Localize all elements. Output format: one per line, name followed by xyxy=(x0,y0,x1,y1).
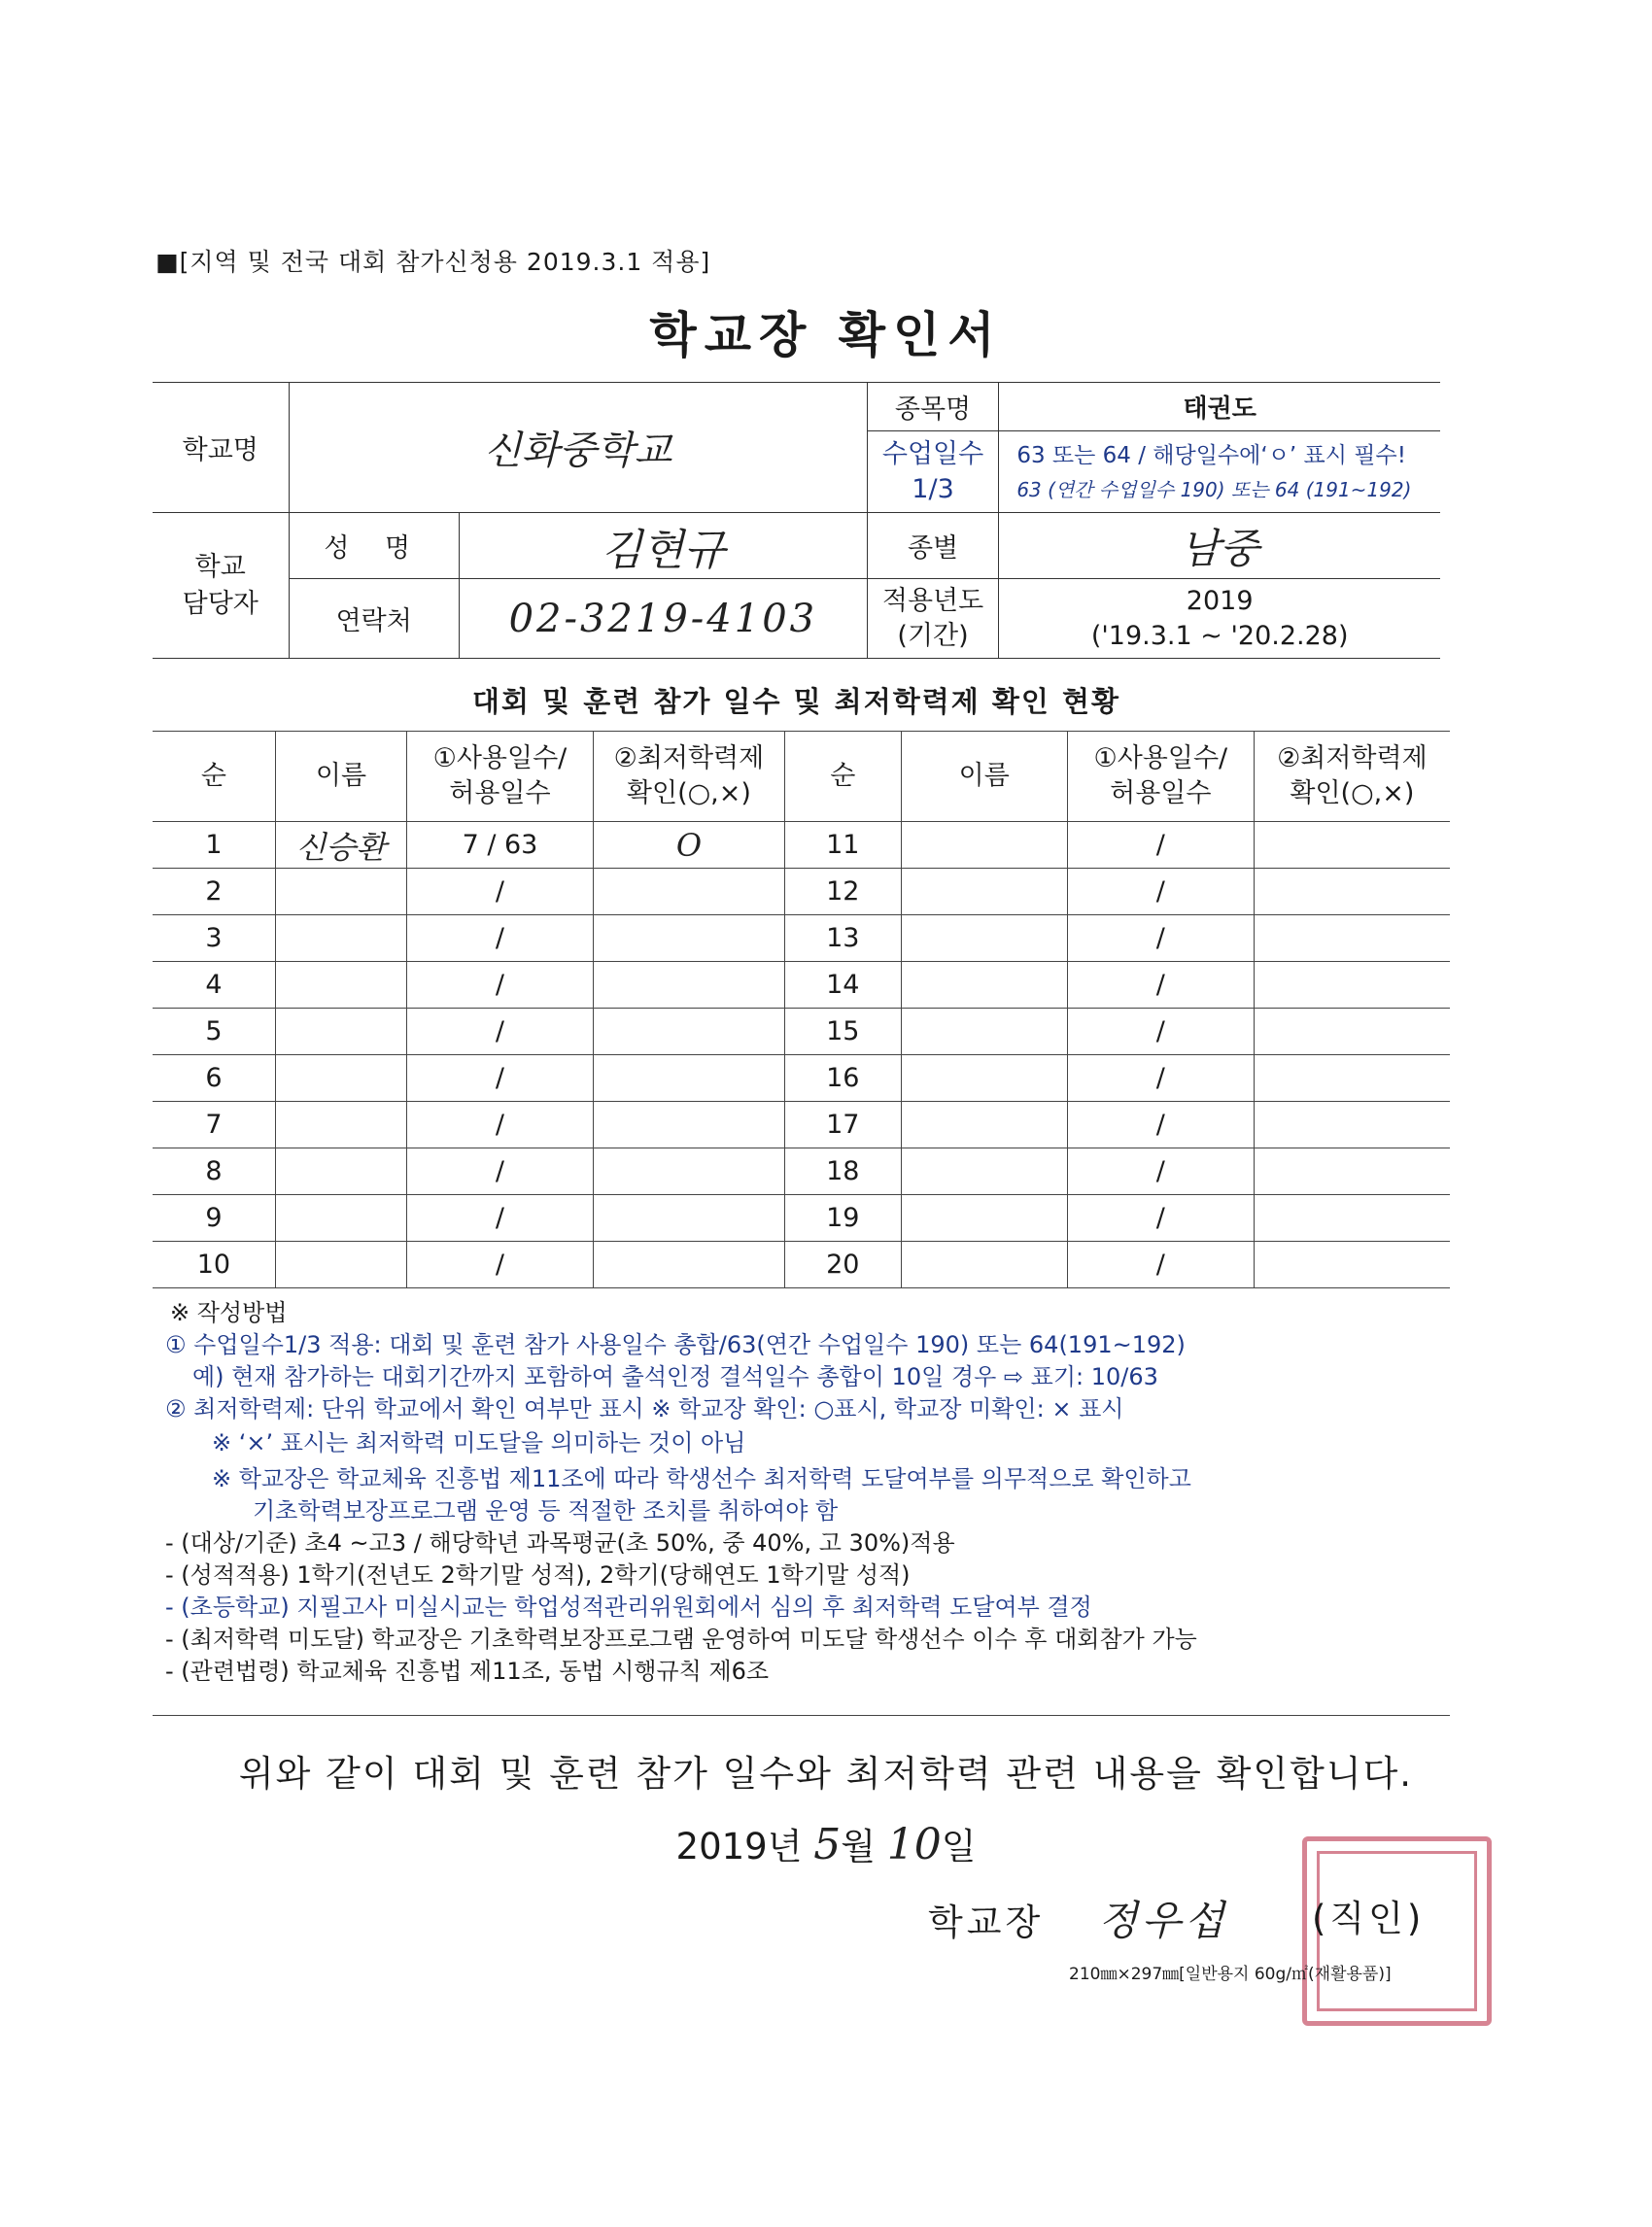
year-label-line1: 적용년도 xyxy=(881,585,984,616)
row-used-days xyxy=(1067,1102,1254,1148)
detail-5: - (관련법령) 학교체육 진흥법 제11조, 동법 시행규칙 제6조 xyxy=(165,1658,770,1685)
year-value xyxy=(999,579,1440,659)
row-min-check xyxy=(593,1242,784,1288)
seal-label: (직인) xyxy=(1312,1898,1426,1939)
row-min-check xyxy=(593,915,784,962)
row-no-text: 10 xyxy=(196,1250,231,1280)
row-used-days xyxy=(407,1055,594,1102)
row-used-days-text: / xyxy=(495,923,505,953)
col-no-right: 순 xyxy=(784,732,901,822)
row-no xyxy=(784,822,901,869)
row-used-days xyxy=(1067,822,1254,869)
col-min-academic-right xyxy=(1254,732,1450,822)
row-min-check xyxy=(1254,869,1450,915)
row-no-text: 12 xyxy=(826,876,860,907)
row-used-days xyxy=(407,1242,594,1288)
row-used-days-text: / xyxy=(1155,1110,1165,1140)
row-used-days-text: / xyxy=(495,1063,505,1093)
row-name xyxy=(901,1055,1067,1102)
col-no: 순 xyxy=(153,732,275,822)
row-no xyxy=(784,1148,901,1195)
row-used-days xyxy=(1067,915,1254,962)
row-no xyxy=(784,1055,901,1102)
year-period: ('19.3.1 ~ '20.2.28) xyxy=(1090,620,1349,651)
principal-signature-line xyxy=(928,1889,1228,1947)
row-no-text: 15 xyxy=(826,1016,860,1046)
row-no-text: 13 xyxy=(826,923,860,953)
row-min-check xyxy=(1254,1195,1450,1242)
row-used-days-text: / xyxy=(1155,1250,1165,1280)
participation-table xyxy=(153,731,1450,1288)
row-used-days xyxy=(407,962,594,1009)
row-no xyxy=(153,1195,275,1242)
table-body xyxy=(153,822,1450,1288)
row-no xyxy=(153,822,275,869)
row-no-text: 3 xyxy=(205,923,223,953)
table-row xyxy=(153,1242,1450,1288)
row-used-days xyxy=(407,869,594,915)
sport-value: 태권도 xyxy=(999,383,1440,431)
col-name-right: 이름 xyxy=(901,732,1067,822)
days-label xyxy=(867,431,999,513)
row-no xyxy=(153,962,275,1009)
row-min-check xyxy=(593,869,784,915)
row-min-check-text: O xyxy=(675,826,703,864)
row-name xyxy=(275,1055,406,1102)
row-used-days-text: / xyxy=(495,1203,505,1233)
row-min-check xyxy=(1254,962,1450,1009)
row-used-days-text: / xyxy=(1155,970,1165,1000)
date-month-unit: 월 xyxy=(841,1826,876,1867)
row-name xyxy=(275,1242,406,1288)
manager-label-line2: 담당자 xyxy=(182,588,258,619)
contact-label: 연락처 xyxy=(289,579,459,659)
row-min-check xyxy=(593,1009,784,1055)
row-name xyxy=(275,869,406,915)
row-min-check xyxy=(1254,822,1450,869)
row-no-text: 2 xyxy=(205,876,223,907)
info-table xyxy=(153,382,1440,659)
table-row xyxy=(153,1009,1450,1055)
principal-label: 학교장 xyxy=(928,1902,1045,1943)
table-row xyxy=(153,962,1450,1009)
row-no xyxy=(153,869,275,915)
row-no xyxy=(784,869,901,915)
row-name xyxy=(275,822,406,869)
principal-signature: 정우섭 xyxy=(1098,1897,1228,1944)
form-type-tag: ■[지역 및 전국 대회 참가신청용 2019.3.1 적용] xyxy=(155,248,711,276)
year-label xyxy=(867,579,999,659)
row-no xyxy=(153,1242,275,1288)
row-name xyxy=(901,1148,1067,1195)
days-note xyxy=(999,431,1440,513)
row-no-text: 7 xyxy=(205,1110,223,1140)
name-value-handwritten: 김현규 xyxy=(601,525,726,575)
row-no-text: 4 xyxy=(205,970,223,1000)
notes-divider xyxy=(153,1715,1450,1716)
detail-3: - (초등학교) 지필고사 미실시교는 학업성적관리위원회에서 심의 후 최저학력 도달여부 결정 xyxy=(165,1593,1092,1621)
section-title: 대회 및 훈련 참가 일수 및 최저학력제 확인 현황 xyxy=(471,685,1121,718)
year-label-line2: (기간) xyxy=(897,620,969,651)
row-used-days-text: / xyxy=(1155,876,1165,907)
days-note-line2: 63 (연간 수업일수 190) 또는 64 (191~192) xyxy=(1016,477,1412,501)
date-day-unit: 일 xyxy=(941,1826,977,1867)
col-min-academic xyxy=(593,732,784,822)
row-name xyxy=(901,1195,1067,1242)
year-value-number: 2019 xyxy=(1186,585,1254,616)
row-used-days-text: / xyxy=(495,876,505,907)
row-used-days-text: / xyxy=(1155,1063,1165,1093)
row-name xyxy=(275,1009,406,1055)
row-used-days xyxy=(1067,1242,1254,1288)
row-no-text: 19 xyxy=(826,1203,860,1233)
page-title: 학교장 확인서 xyxy=(649,307,1003,363)
row-used-days xyxy=(1067,1055,1254,1102)
row-no-text: 20 xyxy=(826,1250,860,1280)
row-no xyxy=(784,1102,901,1148)
row-used-days-text: / xyxy=(495,1156,505,1186)
row-used-days xyxy=(407,1102,594,1148)
name-value xyxy=(459,513,867,579)
col-used-days-right-line2: 허용일수 xyxy=(1110,778,1212,808)
col-used-days xyxy=(407,732,594,822)
instructions xyxy=(165,1297,1467,1688)
row-min-check xyxy=(593,1195,784,1242)
col-used-days-line1: ①사용일수/ xyxy=(432,743,568,773)
row-used-days xyxy=(407,1148,594,1195)
row-no-text: 11 xyxy=(826,830,860,860)
row-min-check xyxy=(1254,1102,1450,1148)
row-no-text: 1 xyxy=(205,830,223,860)
note-2c: 기초학력보장프로그램 운영 등 적절한 조치를 취하여야 함 xyxy=(253,1497,839,1525)
note-1-example: 예) 현재 참가하는 대회기간까지 포함하여 출석인정 결석일수 총합이 10일 경우 ⇨ 표기: 10/63 xyxy=(192,1363,1158,1390)
contact-value-handwritten: 02-3219-4103 xyxy=(508,596,818,641)
row-no-text: 18 xyxy=(826,1156,860,1186)
col-min-academic-right-line2: 확인(○,×) xyxy=(1290,778,1415,808)
row-min-check xyxy=(1254,1148,1450,1195)
date-month: 5 xyxy=(813,1820,842,1869)
row-name xyxy=(901,869,1067,915)
detail-2: - (성적적용) 1학기(전년도 2학기말 성적), 2학기(당해연도 1학기말 성적) xyxy=(165,1561,911,1589)
days-label-line2: 1/3 xyxy=(912,473,954,504)
row-no-text: 16 xyxy=(826,1063,860,1093)
days-label-line1: 수업일수 xyxy=(881,438,984,469)
row-no xyxy=(784,1195,901,1242)
detail-4: - (최저학력 미도달) 학교장은 기초학력보장프로그램 운영하여 미도달 학생선수 이수 후 대회참가 가능 xyxy=(165,1626,1197,1653)
row-used-days-text: / xyxy=(1155,1016,1165,1046)
row-no-text: 9 xyxy=(205,1203,223,1233)
row-used-days-text: / xyxy=(495,1016,505,1046)
row-used-days-text: / xyxy=(495,1250,505,1280)
school-value-handwritten: 신화중학교 xyxy=(484,428,672,473)
table-row xyxy=(153,1102,1450,1148)
row-min-check xyxy=(593,1102,784,1148)
date-day: 10 xyxy=(886,1820,942,1869)
notes-heading: ※ 작성방법 xyxy=(170,1299,288,1326)
row-min-check xyxy=(1254,1055,1450,1102)
row-used-days xyxy=(1067,1148,1254,1195)
row-used-days-text: / xyxy=(1155,1156,1165,1186)
row-name xyxy=(901,822,1067,869)
row-no xyxy=(153,1055,275,1102)
row-min-check xyxy=(593,1055,784,1102)
manager-label-line1: 학교 xyxy=(194,551,246,582)
table-row xyxy=(153,869,1450,915)
row-name xyxy=(275,1195,406,1242)
col-used-days-line2: 허용일수 xyxy=(449,778,551,808)
col-min-academic-right-line1: ②최저학력제 xyxy=(1277,743,1428,773)
contact-value xyxy=(459,579,867,659)
date-year: 2019년 xyxy=(675,1826,803,1867)
col-min-academic-line2: 확인(○,×) xyxy=(626,778,751,808)
row-min-check xyxy=(593,822,784,869)
row-used-days-text: / xyxy=(1155,1203,1165,1233)
row-name xyxy=(901,1009,1067,1055)
row-no-text: 8 xyxy=(205,1156,223,1186)
table-row xyxy=(153,1055,1450,1102)
row-name xyxy=(275,1148,406,1195)
row-no xyxy=(784,1009,901,1055)
row-name xyxy=(901,915,1067,962)
table-row xyxy=(153,915,1450,962)
row-no xyxy=(784,962,901,1009)
row-min-check xyxy=(1254,1242,1450,1288)
row-no-text: 17 xyxy=(826,1110,860,1140)
category-value xyxy=(999,513,1440,579)
row-used-days xyxy=(407,915,594,962)
row-min-check xyxy=(593,962,784,1009)
col-min-academic-line1: ②최저학력제 xyxy=(613,743,765,773)
table-row xyxy=(153,1195,1450,1242)
note-1: ① 수업일수1/3 적용: 대회 및 훈련 참가 사용일수 총합/63(연간 수업일수 190) 또는 64(191~192) xyxy=(165,1331,1186,1358)
school-value xyxy=(289,383,867,513)
row-name xyxy=(275,1102,406,1148)
row-no-text: 5 xyxy=(205,1016,223,1046)
manager-label xyxy=(153,513,289,659)
row-no xyxy=(153,915,275,962)
detail-1: - (대상/기준) 초4 ~고3 / 해당학년 과목평균(초 50%, 중 40%, 고 30%)적용 xyxy=(165,1529,955,1557)
sport-label: 종목명 xyxy=(867,383,999,431)
category-label: 종별 xyxy=(867,513,999,579)
row-no xyxy=(153,1102,275,1148)
row-no-text: 14 xyxy=(826,970,860,1000)
row-name xyxy=(275,962,406,1009)
row-no-text: 6 xyxy=(205,1063,223,1093)
paper-spec: 210㎜×297㎜[일반용지 60g/㎡(재활용품)] xyxy=(1069,1965,1392,1984)
note-2b: ※ 학교장은 학교체육 진흥법 제11조에 따라 학생선수 최저학력 도달여부를 의무적으로 확인하고 xyxy=(212,1465,1191,1492)
col-used-days-right xyxy=(1067,732,1254,822)
row-used-days-text: / xyxy=(495,970,505,1000)
row-used-days-text: / xyxy=(1155,923,1165,953)
row-used-days xyxy=(407,1009,594,1055)
row-used-days xyxy=(407,822,594,869)
row-no xyxy=(784,1242,901,1288)
days-note-line1: 63 또는 64 / 해당일수에‘ㅇ’ 표시 필수! xyxy=(1016,442,1406,468)
table-row xyxy=(153,822,1450,869)
row-min-check xyxy=(1254,915,1450,962)
confirmation-text: 위와 같이 대회 및 훈련 참가 일수와 최저학력 관련 내용을 확인합니다. xyxy=(238,1753,1414,1795)
row-used-days xyxy=(1067,1009,1254,1055)
col-used-days-right-line1: ①사용일수/ xyxy=(1093,743,1228,773)
name-label: 성 명 xyxy=(289,513,459,579)
col-name: 이름 xyxy=(275,732,406,822)
note-2: ② 최저학력제: 단위 학교에서 확인 여부만 표시 ※ 학교장 확인: ○표시, 학교장 미확인: × 표시 xyxy=(165,1395,1124,1422)
row-name xyxy=(901,1242,1067,1288)
table-row xyxy=(153,1148,1450,1195)
school-label: 학교명 xyxy=(153,383,289,513)
row-name xyxy=(275,915,406,962)
row-used-days-text: 7 / 63 xyxy=(462,830,538,860)
row-name-text: 신승환 xyxy=(295,828,387,866)
row-name xyxy=(901,962,1067,1009)
row-min-check xyxy=(1254,1009,1450,1055)
category-value-handwritten: 남중 xyxy=(1180,524,1259,572)
row-used-days-text: / xyxy=(1155,830,1165,860)
row-used-days xyxy=(1067,869,1254,915)
table-header-row xyxy=(153,732,1450,822)
row-no xyxy=(153,1009,275,1055)
row-used-days xyxy=(407,1195,594,1242)
row-used-days-text: / xyxy=(495,1110,505,1140)
row-no xyxy=(153,1148,275,1195)
row-no xyxy=(784,915,901,962)
row-min-check xyxy=(593,1148,784,1195)
row-used-days xyxy=(1067,1195,1254,1242)
row-name xyxy=(901,1102,1067,1148)
row-used-days xyxy=(1067,962,1254,1009)
note-2a: ※ ‘×’ 표시는 최저학력 미도달을 의미하는 것이 아님 xyxy=(212,1429,746,1456)
